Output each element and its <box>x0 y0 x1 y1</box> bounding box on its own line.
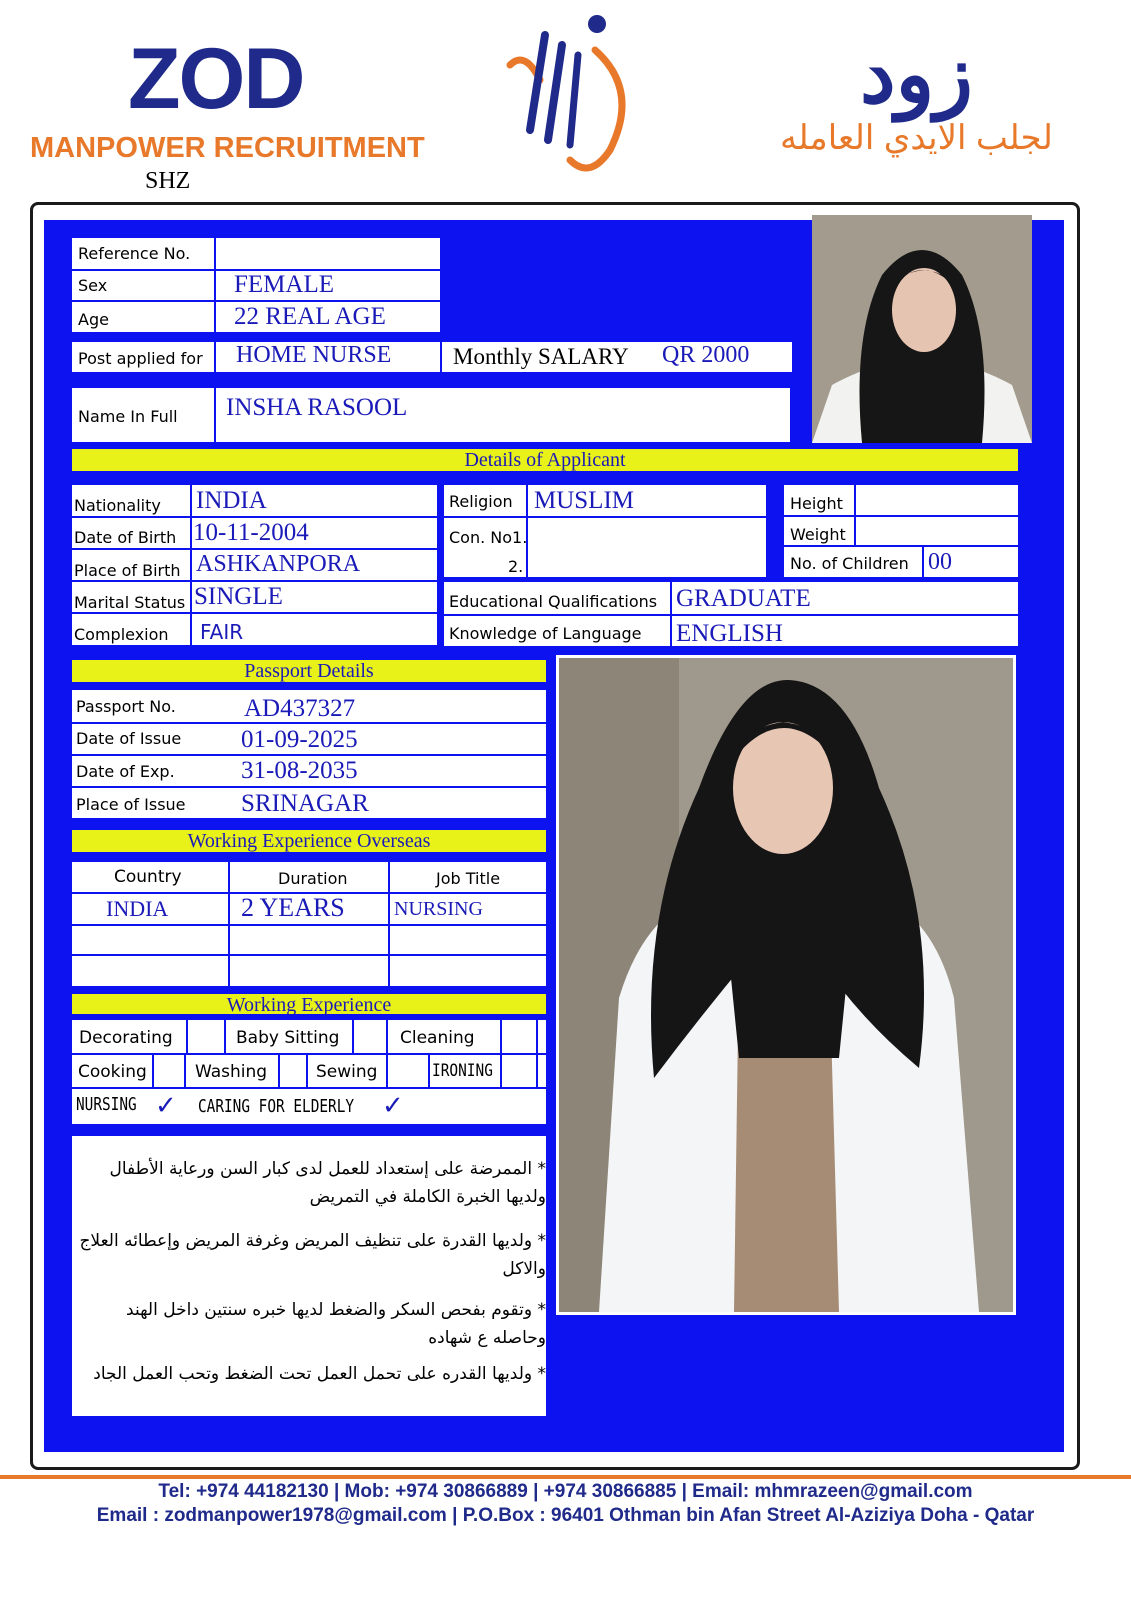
passport-no-label: Passport No. <box>76 697 176 716</box>
arabic-brand: زود <box>860 30 973 119</box>
divider <box>306 1053 308 1087</box>
marital-label: Marital Status <box>74 593 186 612</box>
divider <box>428 1053 430 1087</box>
name-label: Name In Full <box>78 407 178 426</box>
divider <box>784 515 1018 517</box>
overseas-duration-value: 2 YEARS <box>241 893 345 922</box>
complexion-value: FAIR <box>200 620 244 644</box>
divider <box>214 388 216 442</box>
expiry-date-label: Date of Exp. <box>76 762 175 781</box>
note-2: * ولديها القدرة على تنظيف المريض وغرفة المريض وإعطائه العلاج والاكل <box>79 1231 546 1279</box>
overseas-country-value: INDIA <box>106 896 169 921</box>
divider <box>214 238 216 332</box>
divider <box>152 1053 154 1087</box>
checkmark-icon: ✓ <box>155 1090 177 1120</box>
divider <box>72 612 437 614</box>
salary-label: Monthly SALARY <box>453 344 629 369</box>
nationality-value: INDIA <box>196 487 267 514</box>
children-label: No. of Children <box>790 554 909 573</box>
complexion-label: Complexion <box>74 625 169 644</box>
overseas-section-title: Working Experience Overseas <box>72 830 546 852</box>
divider <box>444 614 1018 616</box>
skill-nursing: NURSING <box>76 1094 137 1115</box>
issue-place-label: Place of Issue <box>76 795 186 814</box>
issue-place-value: SRINAGAR <box>241 790 369 817</box>
skill-sewing: Sewing <box>316 1062 378 1082</box>
divider <box>72 754 546 756</box>
divider <box>72 300 440 302</box>
skill-cooking: Cooking <box>78 1062 147 1082</box>
divider <box>72 786 546 788</box>
note-3: * وتقوم بفحص السكر والضغط لديها خبره سنتين داخل الهند وحاصله ع شهاده <box>126 1300 546 1348</box>
passport-section-title: Passport Details <box>72 660 546 682</box>
duration-header: Duration <box>278 869 348 888</box>
salary-value: QR 2000 <box>662 342 750 368</box>
divider <box>784 545 1018 547</box>
religion-value: MUSLIM <box>534 487 635 514</box>
agency-code: SHZ <box>145 168 191 194</box>
divider <box>440 342 442 372</box>
checkmark-icon: ✓ <box>382 1090 404 1120</box>
skill-baby-sitting: Baby Sitting <box>236 1028 340 1048</box>
divider <box>72 516 437 518</box>
name-row <box>72 388 790 442</box>
dob-label: Date of Birth <box>74 528 177 547</box>
details-section-title: Details of Applicant <box>72 449 1018 471</box>
divider <box>386 1020 388 1053</box>
education-value: GRADUATE <box>676 585 811 612</box>
skill-ironing: IRONING <box>432 1061 493 1081</box>
issue-date-value: 01-09-2025 <box>241 726 358 753</box>
skill-cleaning: Cleaning <box>400 1028 475 1048</box>
sex-label: Sex <box>78 276 108 295</box>
height-label: Height <box>790 494 843 513</box>
sex-value: FEMALE <box>234 271 334 298</box>
divider <box>72 548 437 550</box>
skill-decorating: Decorating <box>79 1028 173 1048</box>
note-4: * ولديها القدره على تحمل العمل تحت الضغط وتحب العمل الجاد <box>93 1364 546 1384</box>
job-title-header: Job Title <box>436 869 501 888</box>
note-1: * الممرضة على إستعداد للعمل لدى كبار السن ورعاية الأطفال ولديها الخبرة الكاملة في التمريض <box>109 1159 546 1207</box>
contact2-label: 2. <box>508 557 524 576</box>
country-header: Country <box>114 867 182 887</box>
divider <box>184 1053 186 1087</box>
divider <box>444 516 766 518</box>
name-value: INSHA RASOOL <box>226 394 408 421</box>
divider <box>72 580 437 582</box>
footer-address-line: Email : zodmanpower1978@gmail.com | P.O.Box : 96401 Othman bin Afan Street Al-Aziziya Doha - Qatar <box>96 1505 1035 1526</box>
full-length-photo <box>556 655 1016 1315</box>
expiry-date-value: 31-08-2035 <box>241 757 358 784</box>
skill-caring-elderly: CARING FOR ELDERLY <box>198 1096 355 1117</box>
issue-date-label: Date of Issue <box>76 729 182 748</box>
passport-no-value: AD437327 <box>244 695 356 722</box>
reference-label: Reference No. <box>78 244 191 263</box>
post-value: HOME NURSE <box>236 342 392 368</box>
nationality-label: Nationality <box>74 496 161 515</box>
children-value: 00 <box>928 549 952 575</box>
divider <box>500 1053 502 1087</box>
arabic-subtitle: لجلب الايدي العامله <box>780 119 1053 157</box>
divider <box>72 1087 546 1089</box>
overseas-job-value: NURSING <box>394 898 483 920</box>
brand-name: ZOD <box>128 31 304 127</box>
divider <box>922 545 924 577</box>
divider <box>386 1053 388 1087</box>
contact1-label: Con. No1. <box>449 528 528 547</box>
divider <box>500 1020 502 1053</box>
divider <box>72 1053 546 1055</box>
footer-contact-line: Tel: +974 44182130 | Mob: +974 30866889 | +974 30866885 | Email: mhmrazeen@gmail.com <box>158 1481 973 1502</box>
skill-washing: Washing <box>195 1062 268 1082</box>
footer-divider <box>0 1475 1131 1479</box>
divider <box>72 924 546 926</box>
age-value: 22 REAL AGE <box>234 303 386 330</box>
pob-label: Place of Birth <box>74 561 181 580</box>
age-label: Age <box>78 310 109 329</box>
weight-label: Weight <box>790 525 846 544</box>
marital-value: SINGLE <box>194 583 283 610</box>
divider <box>72 954 546 956</box>
divider <box>190 485 192 645</box>
divider <box>536 1020 538 1087</box>
experience-section-title: Working Experience <box>72 994 546 1014</box>
divider <box>186 1020 188 1053</box>
post-label: Post applied for <box>78 349 203 368</box>
divider <box>214 342 216 372</box>
pob-value: ASHKANPORA <box>196 551 361 577</box>
divider <box>224 1020 226 1053</box>
brand-subtitle: MANPOWER RECRUITMENT <box>30 132 425 164</box>
divider <box>352 1020 354 1053</box>
divider <box>278 1053 280 1087</box>
logo-icon <box>500 10 640 180</box>
religion-label: Religion <box>449 492 513 511</box>
education-label: Educational Qualifications <box>449 592 658 611</box>
dob-value: 10-11-2004 <box>193 519 309 546</box>
portrait-photo <box>812 215 1032 443</box>
language-label: Knowledge of Language <box>449 624 642 643</box>
language-value: ENGLISH <box>676 620 783 647</box>
